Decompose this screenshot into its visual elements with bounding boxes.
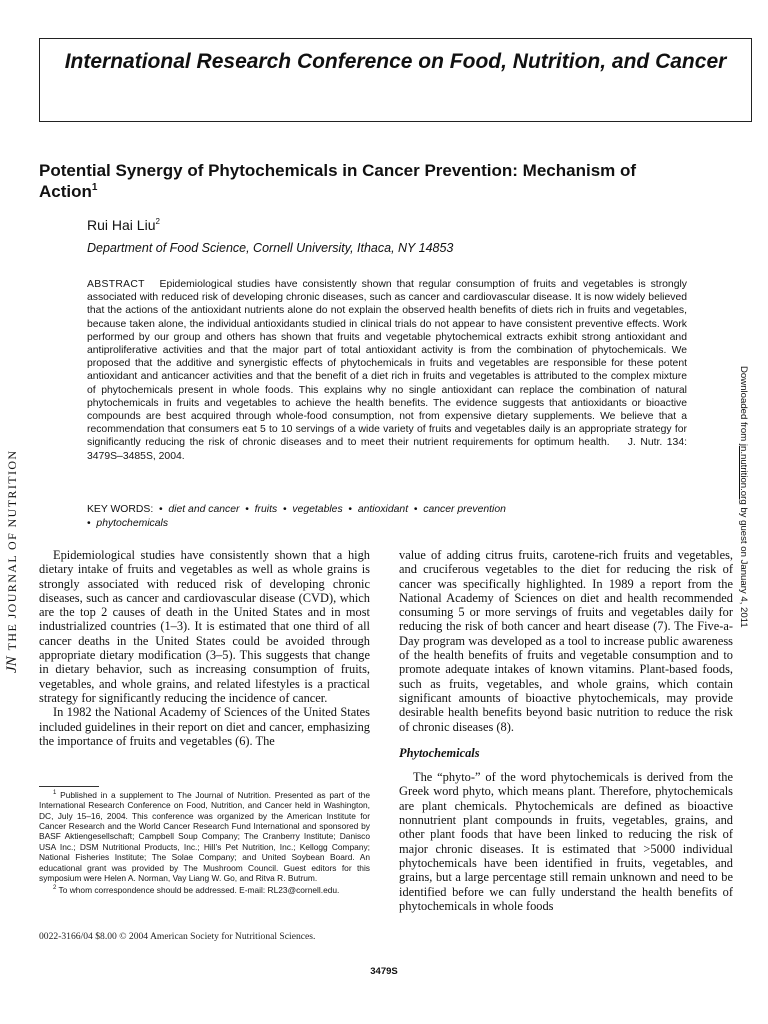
footnotes	[39, 788, 370, 896]
author-footnote-mark[interactable]: 2	[155, 217, 160, 226]
download-note	[735, 366, 751, 696]
conference-title: International Research Conference on Food, Nutrition, and Cancer	[64, 50, 727, 73]
body-paragraph: In 1982 the National Academy of Sciences of the United States included guidelines in their report on diet and cancer, emphasizing the importance of fruits and vegetables (6). The	[39, 705, 370, 748]
abstract-citation: J. Nutr. 134: 3479S–3485S, 2004.	[87, 437, 687, 462]
keyword-item: cancer prevention	[423, 504, 506, 515]
download-suffix: by guest on January 4, 2011	[738, 504, 749, 628]
footnote	[39, 788, 370, 883]
page-number: 3479S	[370, 966, 398, 977]
footnote-rule	[39, 786, 99, 787]
abstract	[87, 278, 687, 463]
article-title	[39, 160, 679, 202]
footnote-text: Published in a supplement to The Journal of Nutrition. Presented as part of the International Research Conference on Food, Nutrition, and Cancer held in Washington, DC, July 15–16, 2004. This conference was organized by the American Institute for Cancer Research and the World Cancer Research Fund International and sponsored by BASF Aktiengesellschaft; Campbell Soup Company; The Cranberry Institute; Danisco USA Inc.; DSM Nutritional Products, Inc.; Hill’s Pet Nutrition, Inc.; Kellogg Company; National Fisheries Institute; The Solae Company; and United Soybean Board. An educational grant was provided by The Mushroom Council. Guest editors for this symposium were Helen A. Norman, Vay Liang W. Go, and Ritva R. Butrum.	[39, 789, 370, 884]
article-title-text: Potential Synergy of Phytochemicals in Cancer Prevention: Mechanism of Action	[39, 161, 637, 201]
journal-logo: JN	[4, 656, 20, 673]
keyword-item: phytochemicals	[96, 518, 169, 529]
body-paragraph: Epidemiological studies have consistently shown that a high dietary intake of fruits and vegetables as well as whole grains is strongly associated with reduced risk of developing chronic diseases, such as cancer and cardiovascular disease (CVD), which are the top 2 causes of death in the United States and in most industrialized countries (1–3). It is estimated that one third of all cancer deaths in the United States could be avoided through appropriate dietary modification (3–5). This suggests that change in dietary behavior, such as increasing consumption of fruits, vegetables, and whole grains, and related lifestyles is a practical strategy for significantly reducing the incidence of cancer.	[39, 548, 370, 705]
body-column-right	[399, 548, 733, 913]
body-paragraph: The “phyto-” of the word phytochemicals is derived from the Greek word phyto, which means plant. Therefore, phytochemicals are plant chemicals. Phytochemicals are defined as bioactive nonnutrient plant compounds in fruits, vegetables, grains, and other plant foods that have been linked to reducing the risk of major chronic diseases. It is estimated that >5000 individual phytochemicals have been identified in fruits, vegetables, and grains, but a large percentage still remain unknown and need to be identified before we can fully understand the health benefits of phytochemicals in whole foods	[399, 770, 733, 913]
affiliation: Department of Food Science, Cornell University, Ithaca, NY 14853	[87, 241, 454, 255]
keywords: KEY WORDS: • diet and cancer • fruits • vegetables • antioxidant • cancer prevention • phytochemicals	[87, 504, 506, 529]
keyword-item: vegetables	[292, 504, 343, 515]
author	[87, 217, 160, 233]
journal-banner	[1, 373, 23, 673]
copyright-line: 0022-3166/04 $8.00 © 2004 American Society for Nutritional Sciences.	[39, 931, 316, 942]
keyword-item: antioxidant	[357, 504, 409, 515]
journal-name: THE JOURNAL OF NUTRITION	[5, 449, 19, 651]
footnote-mark: 1	[53, 790, 57, 796]
download-prefix: Downloaded from	[738, 366, 749, 444]
footnote	[39, 883, 370, 895]
keyword-item: diet and cancer	[168, 504, 240, 515]
article-title-footnote-mark[interactable]: 1	[91, 182, 98, 193]
keyword-item: fruits	[254, 504, 278, 515]
footnote-text: To whom correspondence should be addressed. E-mail: RL23@cornell.edu.	[58, 885, 340, 896]
abstract-text: Epidemiological studies have consistently shown that regular consumption of fruits and vegetables is strongly associated with reduced risk of developing chronic diseases, such as cancer and cardiovascular disease. It is now widely believed that the actions of the antioxidant nutrients alone do not explain the observed health benefits of diets rich in fruits and vegetables, because taken alone, the individual antioxidants studied in clinical trials do not appear to have consistent preventive effects. Work performed by our group and others has shown that fruits and vegetable phytochemical extracts exhibit strong antioxidant and antiproliferative activities and that the major part of total antioxidant activity is from the combination of phytochemicals. We proposed that the additive and synergistic effects of phytochemicals in fruits and vegetables are responsible for these potent antioxidant and anticancer activities and that the benefit of a diet rich in fruits and vegetables is attributed to the complex mixture of phytochemicals present in whole foods. This explains why no single antioxidant can replace the combination of natural phytochemicals in fruits and vegetables to achieve the health benefits. The evidence suggests that antioxidants or bioactive compounds are best acquired through whole-food consumption, not from expensive dietary supplements. We believe that a recommendation that consumers eat 5 to 10 servings of a wide variety of fruits and vegetables daily is an appropriate strategy for significantly reducing the risk of chronic diseases and to meet their nutrient requirements for optimum health.	[87, 279, 687, 449]
keywords-label: KEY WORDS:	[87, 504, 154, 515]
abstract-label: ABSTRACT	[87, 279, 145, 290]
download-link[interactable]: jn.nutrition.org	[738, 443, 749, 505]
section-heading: Phytochemicals	[399, 745, 480, 760]
author-name: Rui Hai Liu	[87, 217, 156, 233]
body-paragraph-continued: value of adding citrus fruits, carotene-rich fruits and vegetables, and cruciferous vegetables to the diet for reducing the risk of cancer was specifically highlighted. In 1989 a report from the National Academy of Sciences on diet and health recommended consuming 5 or more servings of fruits and vegetables daily for reducing the risk of both cancer and heart disease (7). The Five-a-Day program was developed as a tool to increase public awareness of the health benefits of fruits and vegetable consumption and to promote adequate intakes of known vitamins. Plant-based foods, such as fruits, vegetables, and whole grains, which contain significant amounts of bioactive phytochemicals, may provide desirable health benefits beyond basic nutrition to reduce the risk of chronic diseases (8).	[399, 548, 733, 734]
footnote-mark: 2	[53, 885, 57, 892]
body-column-left	[39, 548, 370, 748]
